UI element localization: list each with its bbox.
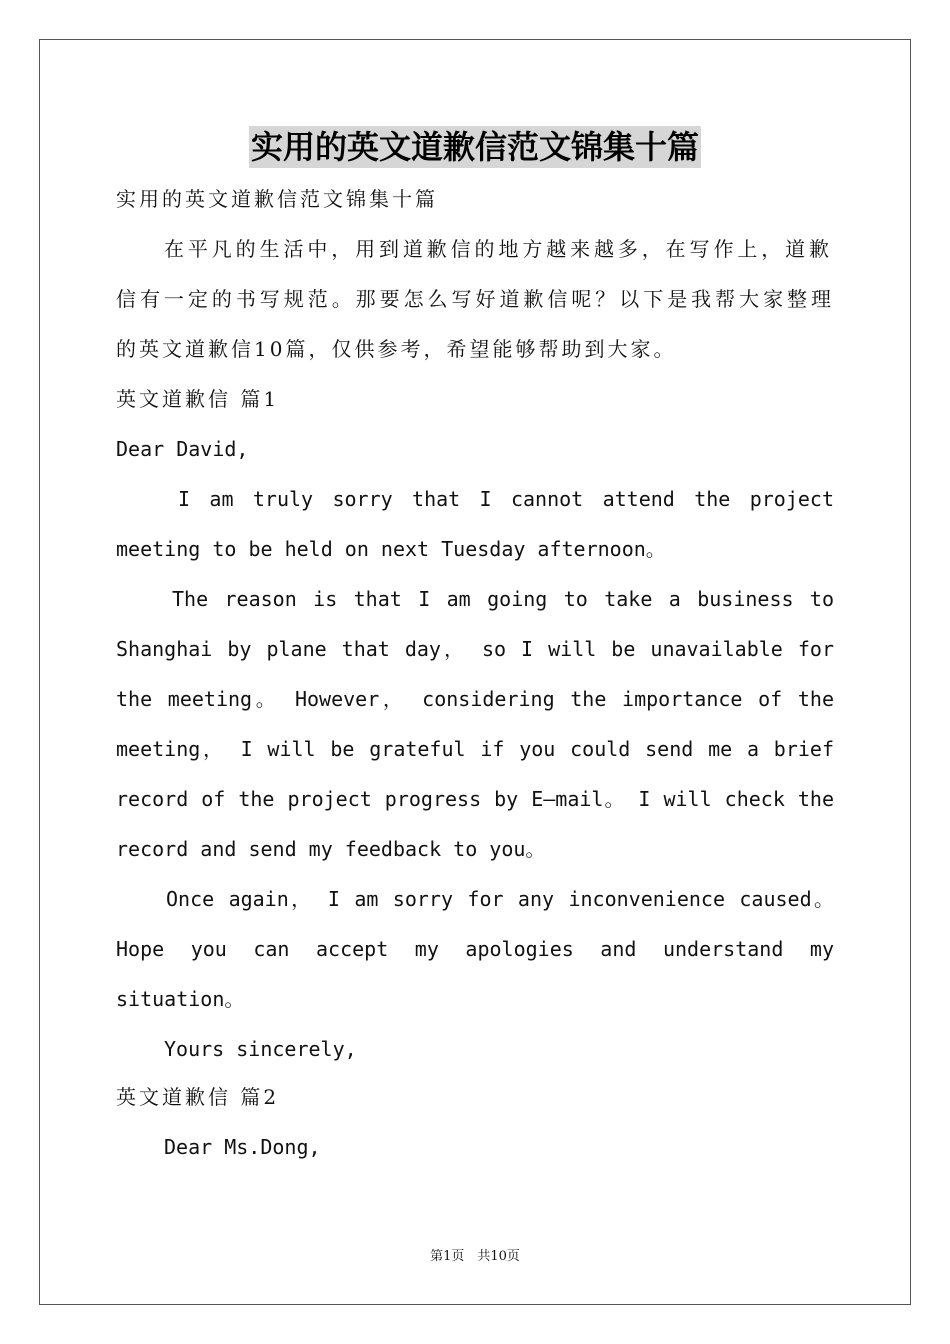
intro-line-2: 信有一定的书写规范。那要怎么写好道歉信呢？以下是我帮大家整理 [116,287,834,311]
section1-line-1: I am truly sorry that I cannot attend the project [178,487,834,511]
page-border [39,39,911,1305]
section1-closing: Yours sincerely, [164,1037,357,1061]
section1-line-6: meeting， I will be grateful if you could send me a brief [116,737,834,761]
section2-salutation: Dear Ms.Dong, [164,1135,321,1159]
section1-line-11: situation。 [116,987,245,1011]
section1-line-4: Shanghai by plane that day， so I will be unavailable for [116,637,834,661]
section1-heading: 英文道歉信 篇1 [116,387,280,411]
document-title: 实用的英文道歉信范文锦集十篇 [250,128,699,166]
section1-line-2: meeting to be held on next Tuesday afternoon。 [116,537,666,561]
section1-line-9: Once again， I am sorry for any inconvenience caused。 [166,887,834,911]
page-footer: 第1页 共10页 [430,1249,520,1264]
section2-heading: 英文道歉信 篇2 [116,1085,280,1109]
section1-line-3: The reason is that I am going to take a business to [172,587,834,611]
intro-line-1: 在平凡的生活中，用到道歉信的地方越来越多，在写作上，道歉 [164,237,832,261]
title-wrap [0,126,950,168]
section1-salutation: Dear David, [116,437,249,461]
section1-line-5: the meeting。 However， considering the importance of the [116,687,834,711]
document-subtitle: 实用的英文道歉信范文锦集十篇 [116,187,438,211]
section1-line-7: record of the project progress by E—mail。 I will check the [116,787,834,811]
section1-line-8: record and send my feedback to you。 [116,837,546,861]
section1-line-10: Hope you can accept my apologies and understand my [116,937,834,961]
intro-line-3: 的英文道歉信10篇，仅供参考，希望能够帮助到大家。 [116,337,677,361]
